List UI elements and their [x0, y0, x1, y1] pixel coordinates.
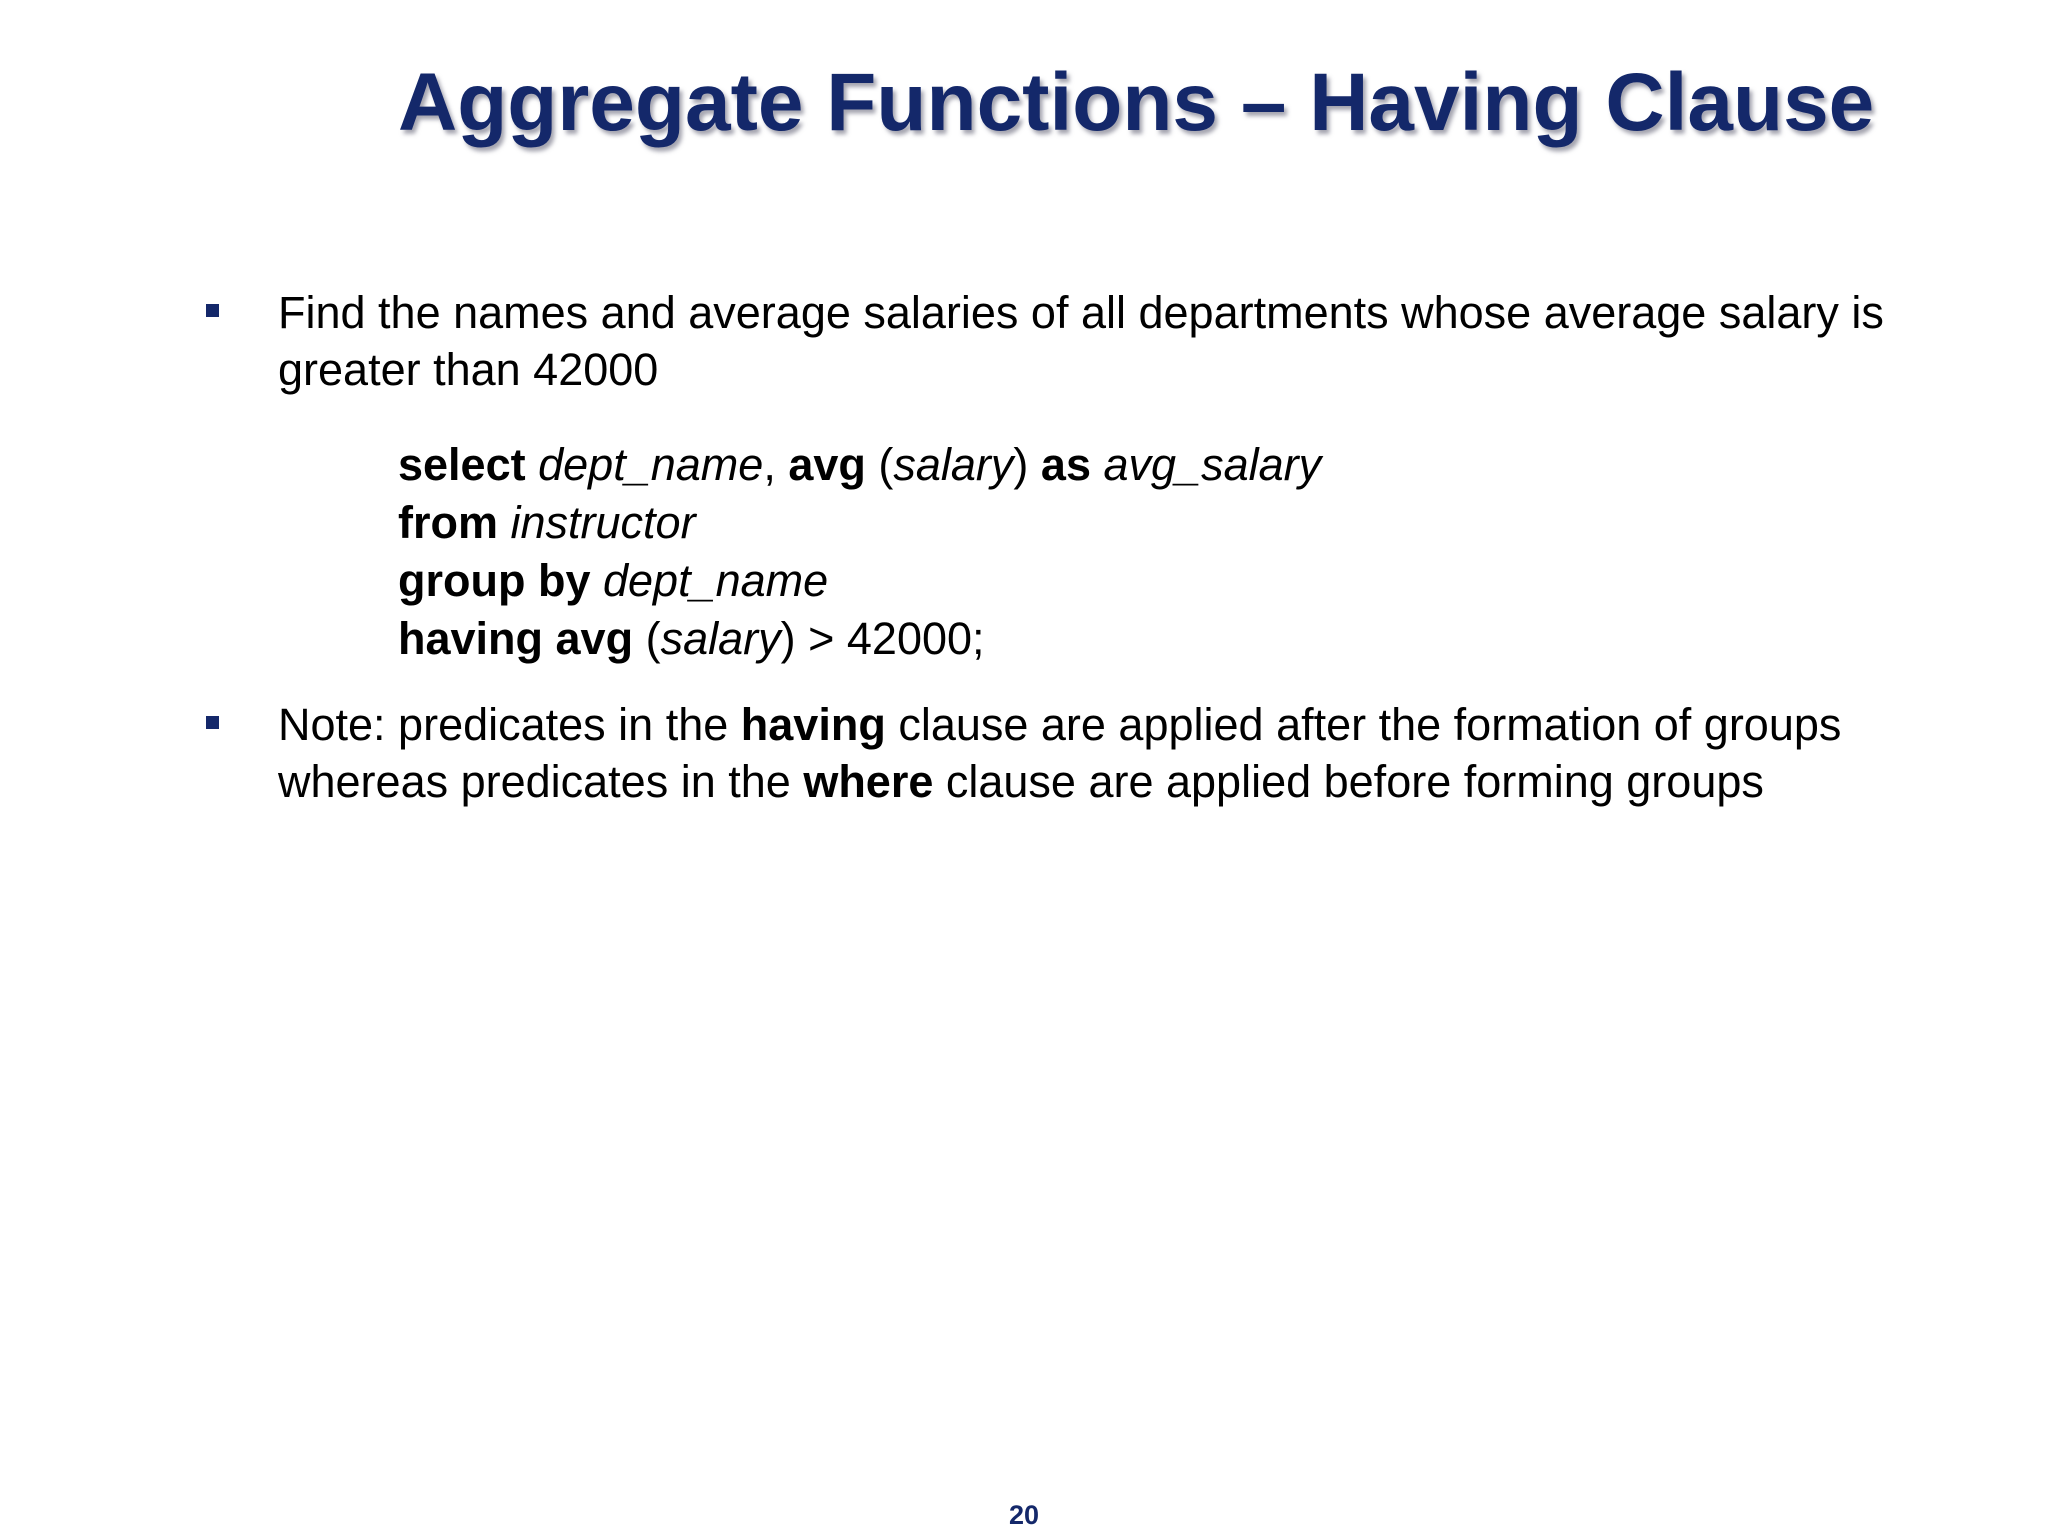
- note-text: clause are applied after the formation of groups whereas predicates in the: [278, 699, 1842, 807]
- sql-identifier: avg_salary: [1103, 439, 1322, 490]
- page-number: 20: [1008, 1500, 1040, 1530]
- slide-title: Aggregate Functions – Having Clause: [398, 57, 1875, 148]
- sql-punctuation: ,: [763, 439, 789, 490]
- square-bullet-icon: [206, 304, 219, 317]
- sql-space: [498, 497, 511, 548]
- sql-line-having: [398, 610, 1321, 668]
- sql-identifier: instructor: [510, 497, 696, 548]
- note-text: clause are applied before forming groups: [933, 756, 1764, 807]
- sql-condition: ) > 42000;: [780, 613, 985, 664]
- bullet-text: [278, 696, 1918, 810]
- sql-identifier: dept_name: [603, 555, 829, 606]
- sql-identifier: dept_name: [538, 439, 764, 490]
- sql-space: [1091, 439, 1104, 490]
- sql-space: [526, 439, 539, 490]
- sql-line-select: [398, 436, 1321, 494]
- sql-keyword: having avg: [398, 613, 634, 664]
- sql-identifier: salary: [660, 613, 781, 664]
- sql-keyword: avg: [788, 439, 866, 490]
- sql-keyword: as: [1040, 439, 1091, 490]
- sql-line-from: [398, 494, 1321, 552]
- note-keyword-where: where: [803, 756, 934, 807]
- sql-line-group-by: [398, 552, 1321, 610]
- sql-keyword: from: [398, 497, 498, 548]
- sql-punctuation: (: [633, 613, 661, 664]
- note-text: Note: predicates in the: [278, 699, 741, 750]
- sql-query-block: [398, 436, 1321, 668]
- sql-keyword: select: [398, 439, 526, 490]
- sql-keyword: group by: [398, 555, 591, 606]
- sql-space: [590, 555, 603, 606]
- note-keyword-having: having: [740, 699, 886, 750]
- sql-punctuation: ): [1013, 439, 1041, 490]
- bullet-text: Find the names and average salaries of all departments whose average salary is greater than 42000: [278, 287, 1884, 395]
- sql-identifier: salary: [893, 439, 1014, 490]
- sql-punctuation: (: [865, 439, 894, 490]
- square-bullet-icon: [206, 716, 219, 729]
